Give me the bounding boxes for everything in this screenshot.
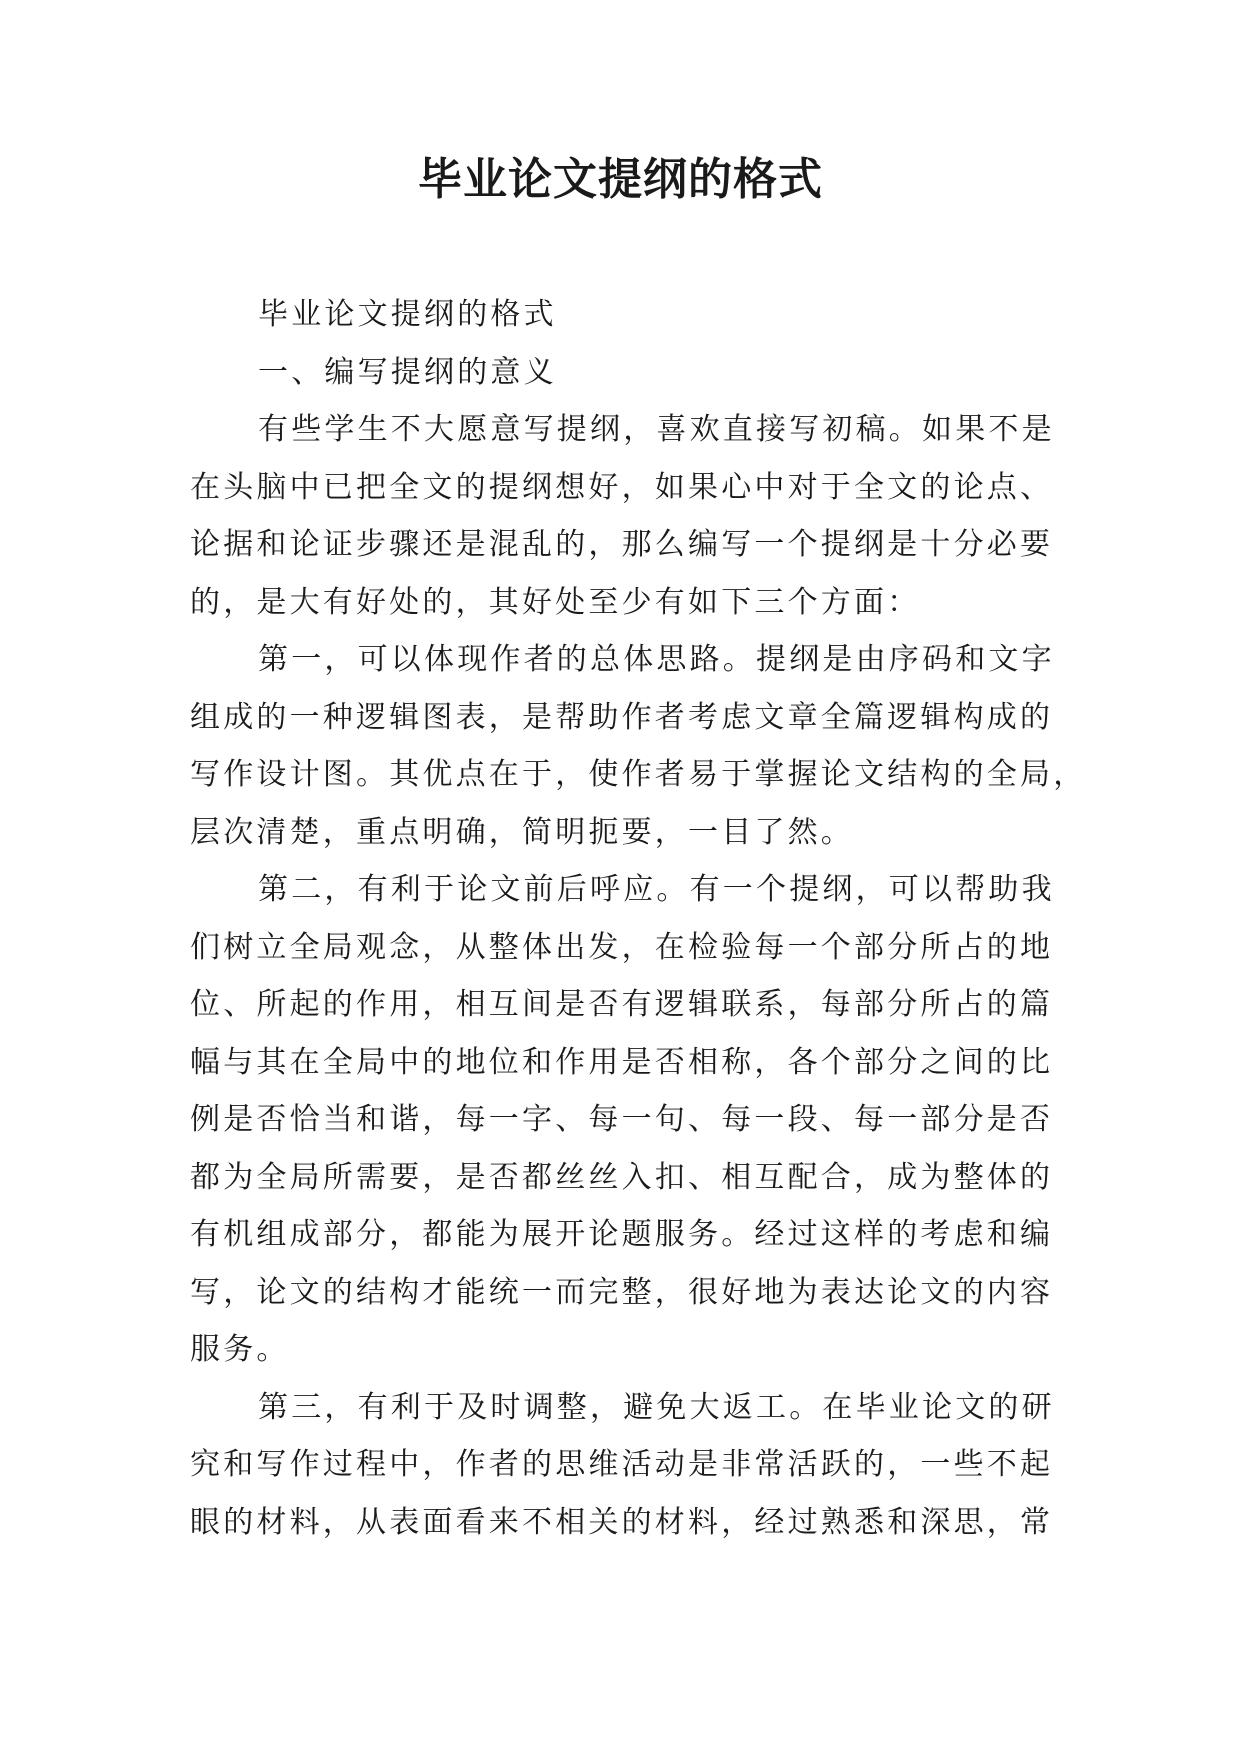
paragraph-line: 有些学生不大愿意写提纲，喜欢直接写初稿。如果不是: [258, 412, 1055, 447]
document-body: [190, 286, 1087, 1551]
paragraph-line: 例是否恰当和谐，每一字、每一句、每一段、每一部分是否: [190, 1102, 1054, 1137]
paragraph-line: 第二，有利于论文前后呼应。有一个提纲，可以帮助我: [258, 872, 1055, 907]
paragraph-third-point: [190, 1379, 1055, 1552]
paragraph-line: 究和写作过程中，作者的思维活动是非常活跃的，一些不起: [190, 1447, 1054, 1482]
paragraph-intro: [190, 401, 1055, 631]
paragraph-second-point: [190, 861, 1055, 1379]
paragraph-line: 眼的材料，从表面看来不相关的材料，经过熟悉和深思，常: [190, 1504, 1054, 1540]
paragraph-line: 写，论文的结构才能统一而完整，很好地为表达论文的内容: [190, 1274, 1054, 1310]
paragraph-line: 层次清楚，重点明确，简明扼要，一目了然。: [190, 814, 854, 850]
paragraph-line: 第一，可以体现作者的总体思路。提纲是由序码和文字: [258, 642, 1055, 677]
paragraph-line: 幅与其在全局中的地位和作用是否相称，各个部分之间的比: [190, 1044, 1054, 1080]
paragraph-line: 写作设计图。其优点在于，使作者易于掌握论文结构的全局，: [190, 757, 1087, 792]
section-heading: [190, 344, 1052, 402]
paragraph-line: 有机组成部分，都能为展开论题服务。经过这样的考虑和编: [190, 1217, 1054, 1252]
paragraph-line: 的，是大有好处的，其好处至少有如下三个方面：: [190, 584, 921, 620]
paragraph-line: 组成的一种逻辑图表，是帮助作者考虑文章全篇逻辑构成的: [190, 699, 1054, 735]
paragraph-line: 位、所起的作用，相互间是否有逻辑联系，每部分所占的篇: [190, 987, 1054, 1022]
paragraph-line: 论据和论证步骤还是混乱的，那么编写一个提纲是十分必要: [190, 527, 1054, 562]
paragraph-line: 毕业论文提纲的格式: [258, 297, 557, 332]
paragraph-line: 们树立全局观念，从整体出发，在检验每一个部分所占的地: [190, 929, 1054, 965]
document-title: 毕业论文提纲的格式: [418, 154, 823, 205]
paragraph-line: 第三，有利于及时调整，避免大返工。在毕业论文的研: [258, 1389, 1055, 1425]
paragraph-heading-repeat: [190, 286, 1052, 344]
paragraph-line: 在头脑中已把全文的提纲想好，如果心中对于全文的论点、: [190, 469, 1054, 505]
paragraph-line: 一、编写提纲的意义: [258, 354, 557, 390]
paragraph-first-point: [190, 631, 1087, 861]
paragraph-line: 服务。: [190, 1332, 290, 1367]
paragraph-line: 都为全局所需要，是否都丝丝入扣、相互配合，成为整体的: [190, 1159, 1054, 1195]
